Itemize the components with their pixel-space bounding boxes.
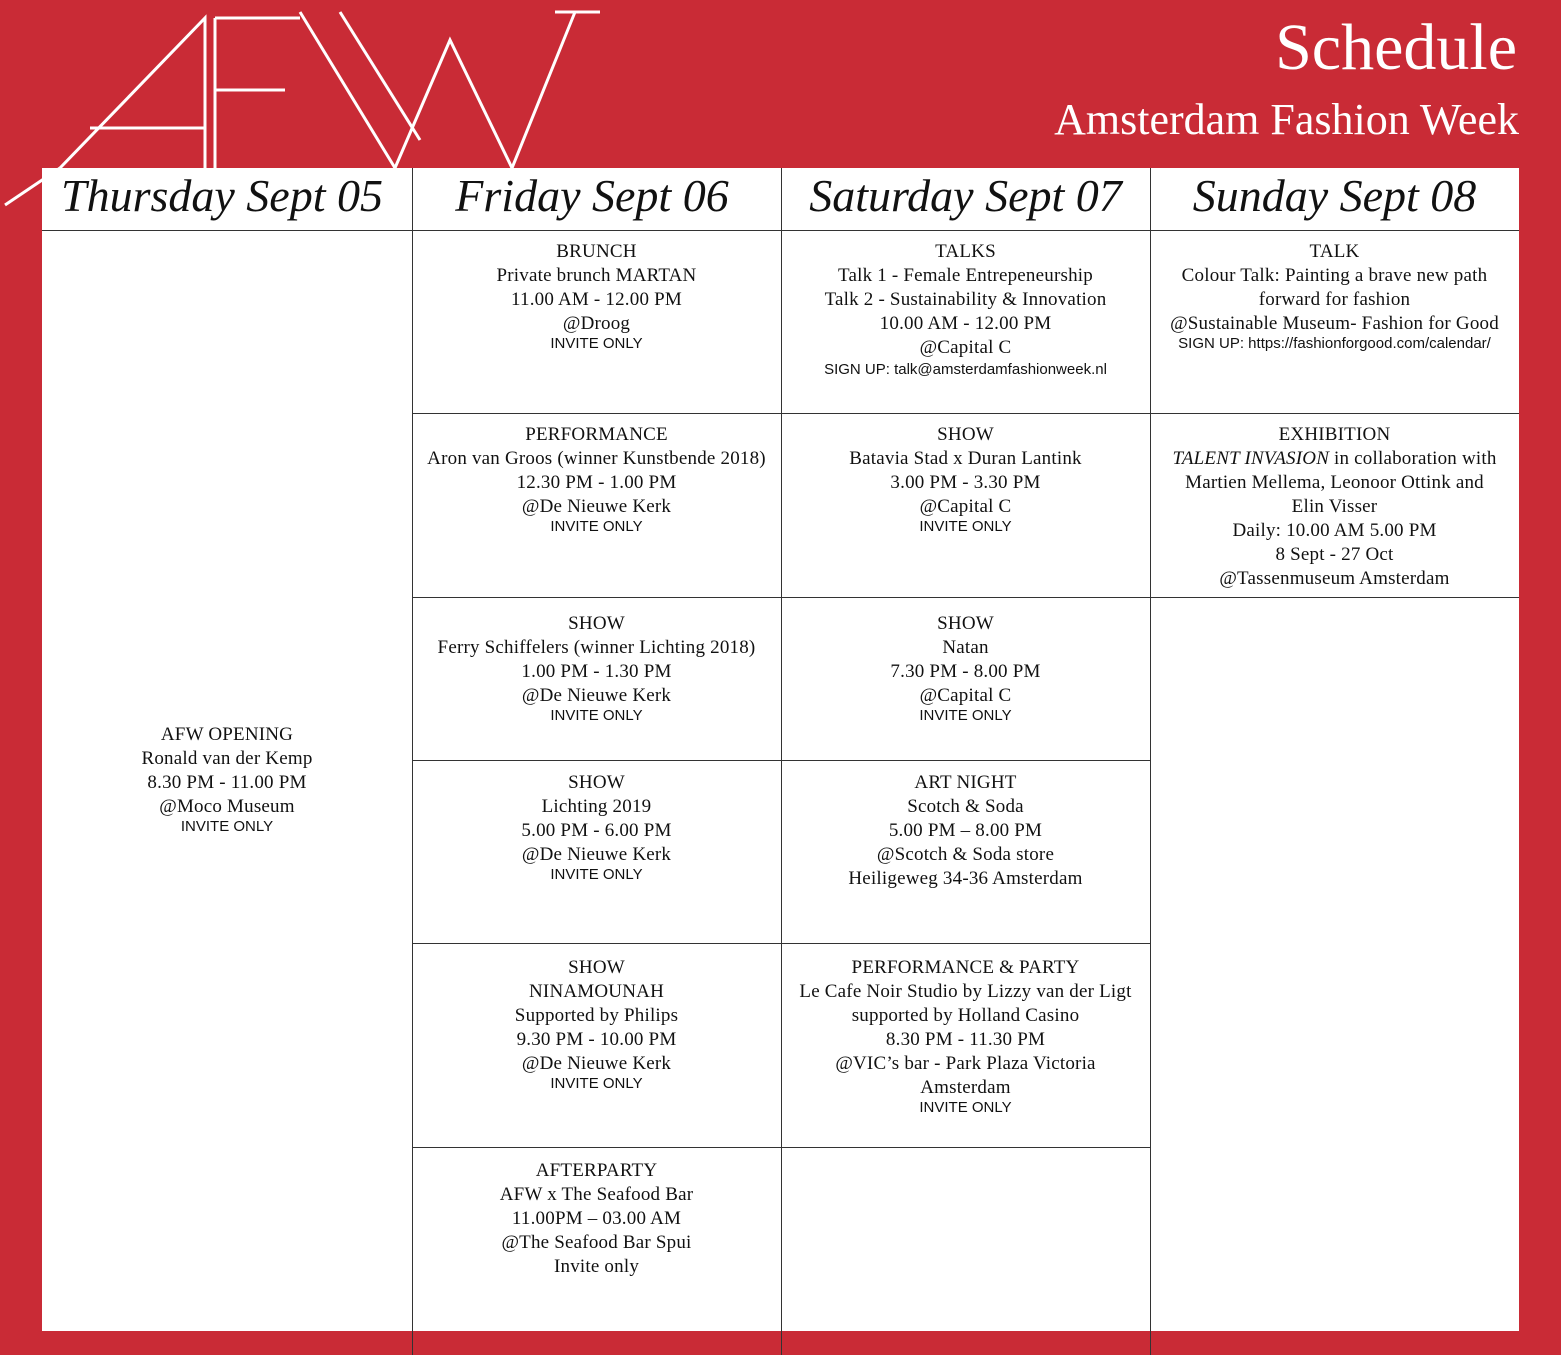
event-line: Talk 2 - Sustainability & Innovation xyxy=(824,289,1107,310)
event-category: PERFORMANCE xyxy=(525,424,668,445)
event-category: TALKS xyxy=(935,241,996,262)
event-venue: Amsterdam xyxy=(920,1077,1011,1098)
event-title: Ferry Schiffelers (winner Lichting 2018) xyxy=(437,637,756,658)
schedule-table xyxy=(42,168,1519,1331)
event-brunch xyxy=(412,231,781,352)
event-show-lichting xyxy=(412,762,781,883)
event-time: 3.00 PM - 3.30 PM xyxy=(890,472,1041,493)
event-note: INVITE ONLY xyxy=(550,866,643,883)
event-title: Colour Talk: Painting a brave new path xyxy=(1181,265,1488,286)
event-line: Martien Mellema, Leonoor Ottink and xyxy=(1185,472,1484,493)
event-time: 5.00 PM - 6.00 PM xyxy=(521,820,672,841)
event-note: INVITE ONLY xyxy=(919,518,1012,535)
event-time: 8.30 PM - 11.30 PM xyxy=(885,1029,1046,1050)
event-venue: @Moco Museum xyxy=(159,796,295,817)
day-header-friday: Friday Sept 06 xyxy=(455,170,729,221)
event-time: 1.00 PM - 1.30 PM xyxy=(521,661,672,682)
event-time: 11.00 AM - 12.00 PM xyxy=(511,289,682,310)
event-time: 10.00 AM - 12.00 PM xyxy=(879,313,1052,334)
event-category: SHOW xyxy=(568,772,625,793)
event-venue: @Droog xyxy=(562,313,631,334)
event-venue: @Capital C xyxy=(919,685,1012,706)
event-performance-party xyxy=(781,947,1150,1116)
event-note: INVITE ONLY xyxy=(550,518,643,535)
event-category: EXHIBITION xyxy=(1278,424,1391,445)
column-stub xyxy=(781,1331,782,1355)
event-time: 9.30 PM - 10.00 PM xyxy=(516,1029,677,1050)
event-line: Talk 1 - Female Entrepeneurship xyxy=(838,265,1093,286)
column-stub xyxy=(1150,1331,1151,1355)
event-note: INVITE ONLY xyxy=(919,1099,1012,1116)
event-venue: @Capital C xyxy=(919,337,1012,358)
event-title: forward for fashion xyxy=(1258,289,1411,310)
page-title: Schedule xyxy=(1275,11,1517,84)
event-venue: @The Seafood Bar Spui xyxy=(501,1232,692,1253)
event-venue: @De Nieuwe Kerk xyxy=(521,685,672,706)
event-title xyxy=(1154,447,1515,471)
event-show-ferry xyxy=(412,603,781,724)
event-category: SHOW xyxy=(937,613,994,634)
event-title: AFW x The Seafood Bar xyxy=(499,1184,694,1205)
exhibition-name: TALENT INVASION xyxy=(1172,448,1330,469)
event-category: SHOW xyxy=(937,424,994,445)
event-art-night xyxy=(781,762,1150,891)
event-category: SHOW xyxy=(568,613,625,634)
event-note: INVITE ONLY xyxy=(919,707,1012,724)
event-category: PERFORMANCE & PARTY xyxy=(851,957,1080,978)
event-category: AFTERPARTY xyxy=(535,1160,658,1181)
event-venue: @Scotch & Soda store xyxy=(876,844,1055,865)
event-talks xyxy=(781,231,1150,378)
event-title: Private brunch MARTAN xyxy=(496,265,697,286)
event-note: INVITE ONLY xyxy=(550,707,643,724)
event-venue: @Capital C xyxy=(919,496,1012,517)
event-category: TALK xyxy=(1309,241,1360,262)
event-time: 12.30 PM - 1.00 PM xyxy=(516,472,677,493)
column-stubs xyxy=(0,1331,1561,1355)
event-note: Invite only xyxy=(553,1256,640,1277)
day-header-saturday: Saturday Sept 07 xyxy=(809,170,1122,221)
event-title: Natan xyxy=(942,637,989,658)
day-header-sunday: Sunday Sept 08 xyxy=(1192,170,1477,221)
event-venue: @VIC’s bar - Park Plaza Victoria xyxy=(835,1053,1096,1074)
event-time: 5.00 PM – 8.00 PM xyxy=(888,820,1043,841)
event-exhibition xyxy=(1150,414,1519,591)
event-signup[interactable]: SIGN UP: talk@amsterdamfashionweek.nl xyxy=(824,361,1107,378)
event-signup[interactable]: SIGN UP: https://fashionforgood.com/calendar/ xyxy=(1178,335,1491,352)
event-dates: 8 Sept - 27 Oct xyxy=(1275,544,1394,565)
event-show-natan xyxy=(781,603,1150,724)
event-title: Lichting 2019 xyxy=(541,796,652,817)
event-title: NINAMOUNAH xyxy=(529,981,664,1002)
row-divider xyxy=(412,943,1150,944)
row-divider xyxy=(412,760,1150,761)
event-venue: @Tassenmuseum Amsterdam xyxy=(1219,568,1450,589)
page-subtitle: Amsterdam Fashion Week xyxy=(1054,95,1519,144)
event-note: INVITE ONLY xyxy=(550,335,643,352)
event-title: Aron van Groos (winner Kunstbende 2018) xyxy=(427,448,766,469)
event-venue: @De Nieuwe Kerk xyxy=(521,1053,672,1074)
event-category: AFW OPENING xyxy=(160,724,294,745)
event-subtitle: Supported by Philips xyxy=(514,1005,679,1026)
day-header-thursday: Thursday Sept 05 xyxy=(61,170,383,221)
event-title: Ronald van der Kemp xyxy=(141,748,313,769)
event-title: Le Cafe Noir Studio by Lizzy van der Ligt xyxy=(799,981,1132,1002)
event-time: 11.00PM – 03.00 AM xyxy=(511,1208,682,1229)
event-show-batavia xyxy=(781,414,1150,535)
event-category: BRUNCH xyxy=(556,241,637,262)
event-title: Scotch & Soda xyxy=(907,796,1024,817)
event-colour-talk xyxy=(1150,231,1519,352)
row-divider xyxy=(412,597,1150,598)
event-show-ninamounah xyxy=(412,947,781,1092)
event-note: INVITE ONLY xyxy=(550,1075,643,1092)
event-venue: @De Nieuwe Kerk xyxy=(521,496,672,517)
row-divider xyxy=(412,1147,1150,1148)
event-time: 8.30 PM - 11.00 PM xyxy=(147,772,307,793)
event-line: Elin Visser xyxy=(1291,496,1378,517)
event-title: Batavia Stad x Duran Lantink xyxy=(849,448,1082,469)
event-time: 7.30 PM - 8.00 PM xyxy=(890,661,1041,682)
event-category: SHOW xyxy=(568,957,625,978)
exhibition-collab: in collaboration with xyxy=(1329,448,1497,469)
event-performance xyxy=(412,414,781,535)
event-hours: Daily: 10.00 AM 5.00 PM xyxy=(1232,520,1437,541)
event-afw-opening xyxy=(42,714,412,835)
event-venue: @Sustainable Museum- Fashion for Good xyxy=(1170,313,1499,334)
event-note: INVITE ONLY xyxy=(180,818,274,835)
event-address: Heiligeweg 34-36 Amsterdam xyxy=(848,868,1083,889)
event-category: ART NIGHT xyxy=(914,772,1017,793)
column-stub xyxy=(412,1331,413,1355)
event-subtitle: supported by Holland Casino xyxy=(851,1005,1080,1026)
event-venue: @De Nieuwe Kerk xyxy=(521,844,672,865)
event-afterparty xyxy=(412,1150,781,1279)
row-divider xyxy=(1150,597,1519,598)
